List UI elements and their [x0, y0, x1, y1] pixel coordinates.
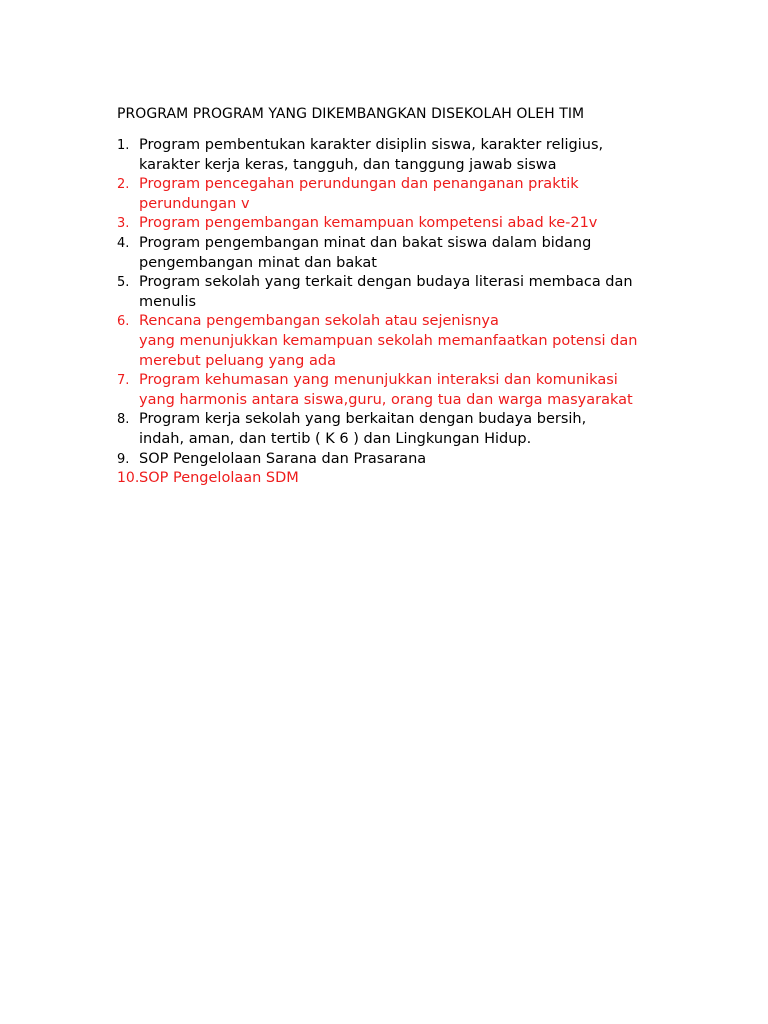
item-text-line: Program kehumasan yang menunjukkan interaksi dan komunikasi — [139, 372, 618, 389]
item-text-line: Rencana pengembangan sekolah atau sejenisnya — [139, 313, 499, 330]
list-item — [117, 214, 697, 234]
item-text-line: yang menunjukkan kemampuan sekolah memanfaatkan potensi dan — [139, 332, 638, 349]
item-number: 9. — [117, 451, 130, 467]
list-item — [117, 312, 697, 371]
item-text-line: perundungan v — [139, 195, 250, 212]
item-text-line: karakter kerja keras, tangguh, dan tanggung jawab siswa — [139, 156, 557, 173]
item-number: 2. — [117, 177, 130, 193]
item-text-line: Program pengembangan kemampuan kompetensi abad ke-21v — [139, 215, 598, 232]
list-item — [117, 450, 697, 470]
item-text-line: indah, aman, dan tertib ( K 6 ) dan Lingkungan Hidup. — [139, 430, 532, 447]
item-number: 10. — [117, 470, 140, 487]
document-title: PROGRAM PROGRAM YANG DIKEMBANGKAN DISEKOLAH OLEH TIM — [117, 106, 585, 122]
item-text-line: Program sekolah yang terkait dengan budaya literasi membaca dan — [139, 274, 633, 291]
item-number: 5. — [117, 275, 130, 291]
program-list — [117, 136, 697, 489]
list-item — [117, 273, 697, 312]
item-text-line: yang harmonis antara siswa,guru, orang tua dan warga masyarakat — [139, 391, 633, 408]
item-number: 4. — [117, 235, 130, 251]
item-number: 3. — [117, 216, 130, 232]
list-item — [117, 234, 697, 273]
item-number: 6. — [117, 314, 130, 330]
item-text-line: pengembangan minat dan bakat — [139, 254, 377, 271]
item-number: 8. — [117, 412, 130, 428]
item-text-line: merebut peluang yang ada — [139, 352, 336, 369]
item-text-line: Program pengembangan minat dan bakat siswa dalam bidang — [139, 234, 592, 251]
item-text-line: Program pembentukan karakter disiplin siswa, karakter religius, — [139, 137, 604, 153]
item-number: 7. — [117, 373, 130, 389]
item-text-line: menulis — [139, 293, 197, 310]
item-text-line: Program kerja sekolah yang berkaitan dengan budaya bersih, — [139, 411, 587, 428]
item-text-line: SOP Pengelolaan SDM — [139, 470, 299, 487]
list-item — [117, 136, 697, 175]
list-item — [117, 410, 697, 449]
list-item — [117, 175, 697, 214]
item-text-line: SOP Pengelolaan Sarana dan Prasarana — [139, 450, 427, 467]
list-item — [117, 469, 697, 489]
item-text-line: Program pencegahan perundungan dan penanganan praktik — [139, 176, 579, 193]
list-item — [117, 371, 697, 410]
item-number: 1. — [117, 138, 130, 153]
